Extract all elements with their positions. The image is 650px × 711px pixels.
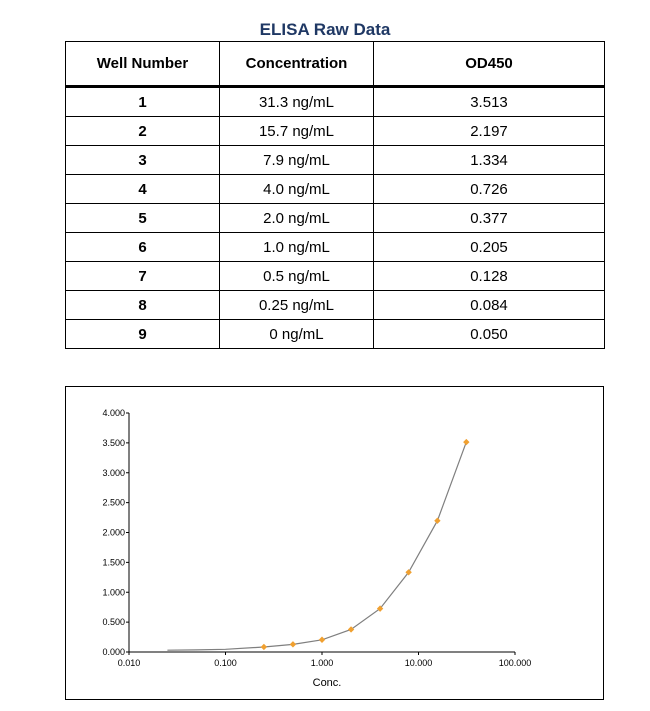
fit-curve-line	[167, 442, 466, 650]
y-tick-label: 2.000	[102, 527, 125, 538]
data-point	[463, 439, 469, 445]
table-row	[66, 146, 605, 175]
table-row	[66, 87, 605, 117]
data-point	[261, 644, 267, 650]
table-row	[66, 117, 605, 146]
concentration-cell: 4.0 ng/mL	[220, 175, 374, 204]
well-number-cell: 2	[66, 117, 220, 146]
well-number-cell: 1	[66, 87, 220, 117]
y-tick-label: 3.000	[102, 467, 125, 478]
data-point	[290, 641, 296, 647]
od450-cell: 3.513	[374, 87, 605, 117]
table-header-row	[66, 42, 605, 87]
table-row	[66, 320, 605, 349]
y-tick-label: 1.500	[102, 557, 125, 568]
y-tick-label: 3.500	[102, 437, 125, 448]
well-number-cell: 5	[66, 204, 220, 233]
well-number-cell: 7	[66, 262, 220, 291]
table-row	[66, 291, 605, 320]
well-number-cell: 6	[66, 233, 220, 262]
od450-cell: 0.128	[374, 262, 605, 291]
y-tick-label: 0.500	[102, 617, 125, 628]
x-tick-label: 0.100	[214, 658, 237, 668]
concentration-cell: 0.25 ng/mL	[220, 291, 374, 320]
page-title: ELISA Raw Data	[259, 20, 391, 39]
elisa-data-table	[65, 41, 605, 349]
well-number-cell: 4	[66, 175, 220, 204]
y-tick-label: 4.000	[102, 408, 125, 418]
od450-cell: 0.726	[374, 175, 605, 204]
concentration-cell: 31.3 ng/mL	[220, 87, 374, 117]
header-od450: OD450	[374, 42, 605, 87]
header-concentration: Concentration	[220, 42, 374, 87]
table-row	[66, 262, 605, 291]
x-tick-label: 0.010	[117, 658, 141, 668]
y-tick-label: 0.000	[102, 647, 125, 657]
table-row	[66, 175, 605, 204]
concentration-cell: 7.9 ng/mL	[220, 146, 374, 175]
x-tick-label: 10.000	[404, 658, 433, 668]
od450-cell: 2.197	[374, 117, 605, 146]
well-number-cell: 8	[66, 291, 220, 320]
data-point	[434, 518, 440, 524]
concentration-cell: 1.0 ng/mL	[220, 233, 374, 262]
od450-cell: 0.084	[374, 291, 605, 320]
od450-cell: 1.334	[374, 146, 605, 175]
concentration-cell: 15.7 ng/mL	[220, 117, 374, 146]
table-row	[66, 233, 605, 262]
chart-svg	[66, 387, 603, 699]
header-well-number: Well Number	[66, 42, 220, 87]
x-axis-label: Conc.	[312, 677, 342, 689]
od450-cell: 0.050	[374, 320, 605, 349]
x-tick-label: 100.000	[498, 658, 532, 668]
standard-curve-chart	[65, 386, 604, 700]
x-tick-label: 1.000	[310, 658, 334, 668]
concentration-cell: 0 ng/mL	[220, 320, 374, 349]
well-number-cell: 3	[66, 146, 220, 175]
od450-cell: 0.377	[374, 204, 605, 233]
y-tick-label: 2.500	[102, 497, 125, 508]
od450-cell: 0.205	[374, 233, 605, 262]
well-number-cell: 9	[66, 320, 220, 349]
concentration-cell: 0.5 ng/mL	[220, 262, 374, 291]
concentration-cell: 2.0 ng/mL	[220, 204, 374, 233]
y-tick-label: 1.000	[102, 587, 125, 598]
data-point	[319, 637, 325, 643]
table-row	[66, 204, 605, 233]
